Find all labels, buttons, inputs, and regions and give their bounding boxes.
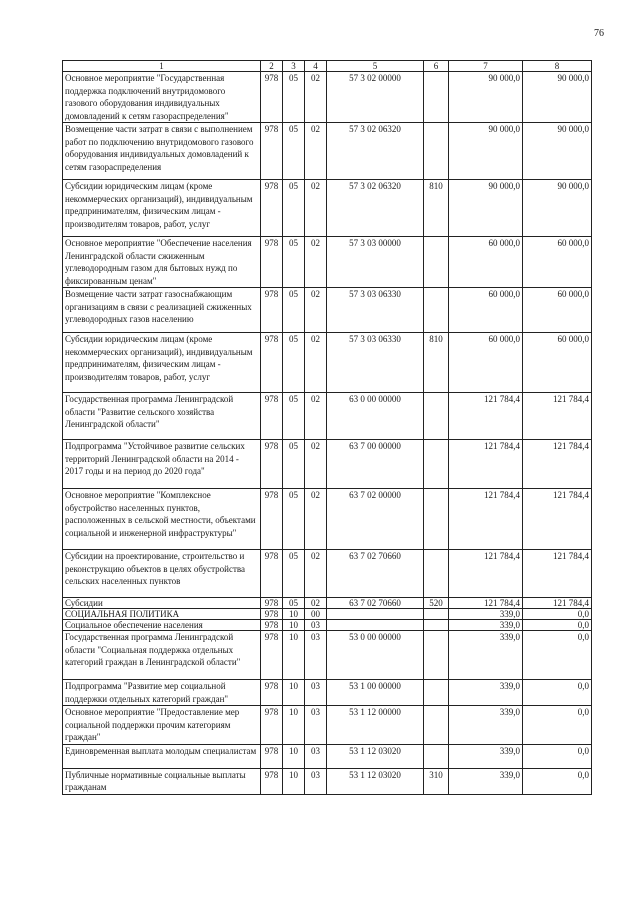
row-expense-type [424, 237, 449, 288]
row-target-article: 53 1 12 03020 [327, 744, 424, 768]
row-amount-2: 0,0 [523, 631, 592, 680]
table-row [63, 333, 592, 393]
row-admin-code: 978 [261, 72, 283, 123]
row-amount-2: 60 000,0 [523, 237, 592, 288]
row-subsection: 02 [305, 393, 327, 440]
row-amount-1: 121 784,4 [449, 440, 523, 489]
row-admin-code: 978 [261, 768, 283, 794]
row-section: 05 [283, 489, 305, 550]
row-target-article: 53 1 12 00000 [327, 706, 424, 745]
table-row [63, 598, 592, 609]
page-number: 76 [594, 28, 604, 39]
row-amount-1: 60 000,0 [449, 237, 523, 288]
row-target-article: 57 3 03 06330 [327, 288, 424, 333]
row-subsection: 03 [305, 631, 327, 680]
row-amount-2: 0,0 [523, 620, 592, 631]
row-amount-1: 339,0 [449, 631, 523, 680]
row-amount-1: 90 000,0 [449, 123, 523, 180]
row-admin-code: 978 [261, 440, 283, 489]
row-admin-code: 978 [261, 609, 283, 620]
row-amount-2: 121 784,4 [523, 489, 592, 550]
row-amount-2: 90 000,0 [523, 180, 592, 237]
row-name: Субсидии юридическим лицам (кроме некоммерческих организаций), индивидуальным предпринимателям, физическим лицам - производителям товаров, работ, услуг [63, 180, 261, 237]
row-amount-1: 339,0 [449, 620, 523, 631]
row-section: 05 [283, 393, 305, 440]
row-amount-1: 121 784,4 [449, 598, 523, 609]
row-amount-1: 339,0 [449, 680, 523, 706]
header-col-5: 5 [327, 61, 424, 72]
row-amount-1: 90 000,0 [449, 72, 523, 123]
row-subsection: 02 [305, 180, 327, 237]
row-expense-type [424, 393, 449, 440]
row-section: 05 [283, 333, 305, 393]
row-admin-code: 978 [261, 333, 283, 393]
row-amount-1: 121 784,4 [449, 489, 523, 550]
row-section: 10 [283, 706, 305, 745]
row-section: 10 [283, 609, 305, 620]
row-expense-type: 520 [424, 598, 449, 609]
row-target-article: 53 1 12 03020 [327, 768, 424, 794]
row-amount-2: 0,0 [523, 744, 592, 768]
row-name: Государственная программа Ленинградской области "Развитие сельского хозяйства Ленинградской области" [63, 393, 261, 440]
row-expense-type: 310 [424, 768, 449, 794]
table-row [63, 550, 592, 598]
table-row [63, 288, 592, 333]
header-col-4: 4 [305, 61, 327, 72]
row-section: 10 [283, 680, 305, 706]
table-row [63, 706, 592, 745]
table-row [63, 237, 592, 288]
row-amount-1: 90 000,0 [449, 180, 523, 237]
row-admin-code: 978 [261, 744, 283, 768]
row-amount-2: 121 784,4 [523, 550, 592, 598]
table-row [63, 620, 592, 631]
row-expense-type: 810 [424, 333, 449, 393]
row-target-article: 53 0 00 00000 [327, 631, 424, 680]
row-expense-type [424, 440, 449, 489]
row-subsection: 03 [305, 620, 327, 631]
row-amount-2: 90 000,0 [523, 72, 592, 123]
row-expense-type [424, 744, 449, 768]
row-amount-2: 90 000,0 [523, 123, 592, 180]
row-name: Государственная программа Ленинградской области "Социальная поддержка отдельных категорий граждан в Ленинградской области" [63, 631, 261, 680]
row-amount-2: 0,0 [523, 768, 592, 794]
row-section: 10 [283, 620, 305, 631]
row-name: Основное мероприятие "Государственная поддержка подключений внутридомового газового оборудования индивидуальных домовладений к сетям газораспределения" [63, 72, 261, 123]
row-section: 05 [283, 237, 305, 288]
row-amount-2: 121 784,4 [523, 393, 592, 440]
header-row [63, 61, 592, 72]
row-amount-1: 339,0 [449, 744, 523, 768]
row-amount-2: 0,0 [523, 680, 592, 706]
row-subsection: 02 [305, 72, 327, 123]
row-name: Публичные нормативные социальные выплаты гражданам [63, 768, 261, 794]
row-subsection: 02 [305, 440, 327, 489]
row-target-article: 63 7 00 00000 [327, 440, 424, 489]
row-admin-code: 978 [261, 489, 283, 550]
row-subsection: 03 [305, 680, 327, 706]
row-amount-2: 121 784,4 [523, 598, 592, 609]
budget-table [62, 60, 592, 795]
row-target-article [327, 620, 424, 631]
row-section: 05 [283, 123, 305, 180]
row-name: Основное мероприятие "Обеспечение населения Ленинградской области сжиженным углеводородным газом для бытовых нужд по фиксированным ценам" [63, 237, 261, 288]
table-row [63, 489, 592, 550]
row-expense-type [424, 288, 449, 333]
table-row [63, 123, 592, 180]
row-admin-code: 978 [261, 680, 283, 706]
row-amount-1: 60 000,0 [449, 333, 523, 393]
row-subsection: 02 [305, 550, 327, 598]
row-amount-2: 60 000,0 [523, 333, 592, 393]
row-name: Подпрограмма "Развитие мер социальной поддержки отдельных категорий граждан" [63, 680, 261, 706]
row-amount-2: 60 000,0 [523, 288, 592, 333]
row-section: 05 [283, 440, 305, 489]
row-subsection: 02 [305, 123, 327, 180]
row-expense-type [424, 631, 449, 680]
row-name: Субсидии на проектирование, строительство и реконструкцию объектов в целях обустройства сельских населенных пунктов [63, 550, 261, 598]
header-col-2: 2 [261, 61, 283, 72]
row-amount-1: 60 000,0 [449, 288, 523, 333]
row-target-article: 57 3 03 00000 [327, 237, 424, 288]
row-amount-1: 339,0 [449, 706, 523, 745]
row-name: Субсидии [63, 598, 261, 609]
row-target-article: 63 0 00 00000 [327, 393, 424, 440]
row-subsection: 02 [305, 489, 327, 550]
row-admin-code: 978 [261, 598, 283, 609]
row-target-article [327, 609, 424, 620]
row-amount-2: 0,0 [523, 609, 592, 620]
row-amount-1: 121 784,4 [449, 393, 523, 440]
row-expense-type [424, 620, 449, 631]
header-col-6: 6 [424, 61, 449, 72]
row-section: 10 [283, 768, 305, 794]
row-admin-code: 978 [261, 180, 283, 237]
row-expense-type [424, 489, 449, 550]
header-col-7: 7 [449, 61, 523, 72]
row-target-article: 57 3 03 06330 [327, 333, 424, 393]
header-col-3: 3 [283, 61, 305, 72]
table-row [63, 180, 592, 237]
table-row [63, 768, 592, 794]
row-amount-2: 121 784,4 [523, 440, 592, 489]
row-name: Возмещение части затрат в связи с выполнением работ по подключению внутридомового газового оборудования индивидуальных домовладений к сетям газораспределения [63, 123, 261, 180]
row-target-article: 53 1 00 00000 [327, 680, 424, 706]
row-expense-type [424, 550, 449, 598]
row-admin-code: 978 [261, 237, 283, 288]
row-admin-code: 978 [261, 631, 283, 680]
row-section: 05 [283, 288, 305, 333]
table-row [63, 680, 592, 706]
header-col-8: 8 [523, 61, 592, 72]
row-name: Основное мероприятие "Предоставление мер социальной поддержки прочим категориям граждан" [63, 706, 261, 745]
table-row [63, 744, 592, 768]
row-section: 10 [283, 631, 305, 680]
row-expense-type: 810 [424, 180, 449, 237]
row-name: Единовременная выплата молодым специалистам [63, 744, 261, 768]
row-section: 05 [283, 598, 305, 609]
row-section: 05 [283, 72, 305, 123]
row-amount-2: 0,0 [523, 706, 592, 745]
table-row [63, 72, 592, 123]
row-name: Возмещение части затрат газоснабжающим организациям в связи с реализацией сжиженных углеводородных газов населению [63, 288, 261, 333]
row-subsection: 02 [305, 237, 327, 288]
row-admin-code: 978 [261, 123, 283, 180]
row-subsection: 02 [305, 333, 327, 393]
row-target-article: 57 3 02 06320 [327, 180, 424, 237]
header-col-1: 1 [63, 61, 261, 72]
row-target-article: 63 7 02 00000 [327, 489, 424, 550]
table-row [63, 609, 592, 620]
row-amount-1: 339,0 [449, 609, 523, 620]
row-subsection: 03 [305, 768, 327, 794]
table-row [63, 440, 592, 489]
row-admin-code: 978 [261, 288, 283, 333]
row-section: 10 [283, 744, 305, 768]
row-admin-code: 978 [261, 706, 283, 745]
row-subsection: 02 [305, 598, 327, 609]
row-subsection: 02 [305, 288, 327, 333]
row-target-article: 63 7 02 70660 [327, 598, 424, 609]
row-expense-type [424, 72, 449, 123]
row-admin-code: 978 [261, 550, 283, 598]
row-amount-1: 339,0 [449, 768, 523, 794]
row-name: Социальное обеспечение населения [63, 620, 261, 631]
table-body [63, 72, 592, 795]
row-expense-type [424, 609, 449, 620]
row-section: 05 [283, 180, 305, 237]
row-target-article: 57 3 02 06320 [327, 123, 424, 180]
table-row [63, 631, 592, 680]
row-name: Основное мероприятие "Комплексное обустройство населенных пунктов, расположенных в сельской местности, объектами социальной и инженерной инфраструктуры" [63, 489, 261, 550]
row-subsection: 00 [305, 609, 327, 620]
row-amount-1: 121 784,4 [449, 550, 523, 598]
table-row [63, 393, 592, 440]
row-expense-type [424, 680, 449, 706]
row-admin-code: 978 [261, 393, 283, 440]
row-expense-type [424, 706, 449, 745]
row-target-article: 57 3 02 00000 [327, 72, 424, 123]
row-expense-type [424, 123, 449, 180]
row-subsection: 03 [305, 744, 327, 768]
row-name: СОЦИАЛЬНАЯ ПОЛИТИКА [63, 609, 261, 620]
row-subsection: 03 [305, 706, 327, 745]
row-name: Подпрограмма "Устойчивое развитие сельских территорий Ленинградской области на 2014 - 2017 годы и на период до 2020 года" [63, 440, 261, 489]
row-admin-code: 978 [261, 620, 283, 631]
row-name: Субсидии юридическим лицам (кроме некоммерческих организаций), индивидуальным предпринимателям, физическим лицам - производителям товаров, работ, услуг [63, 333, 261, 393]
row-section: 05 [283, 550, 305, 598]
row-target-article: 63 7 02 70660 [327, 550, 424, 598]
